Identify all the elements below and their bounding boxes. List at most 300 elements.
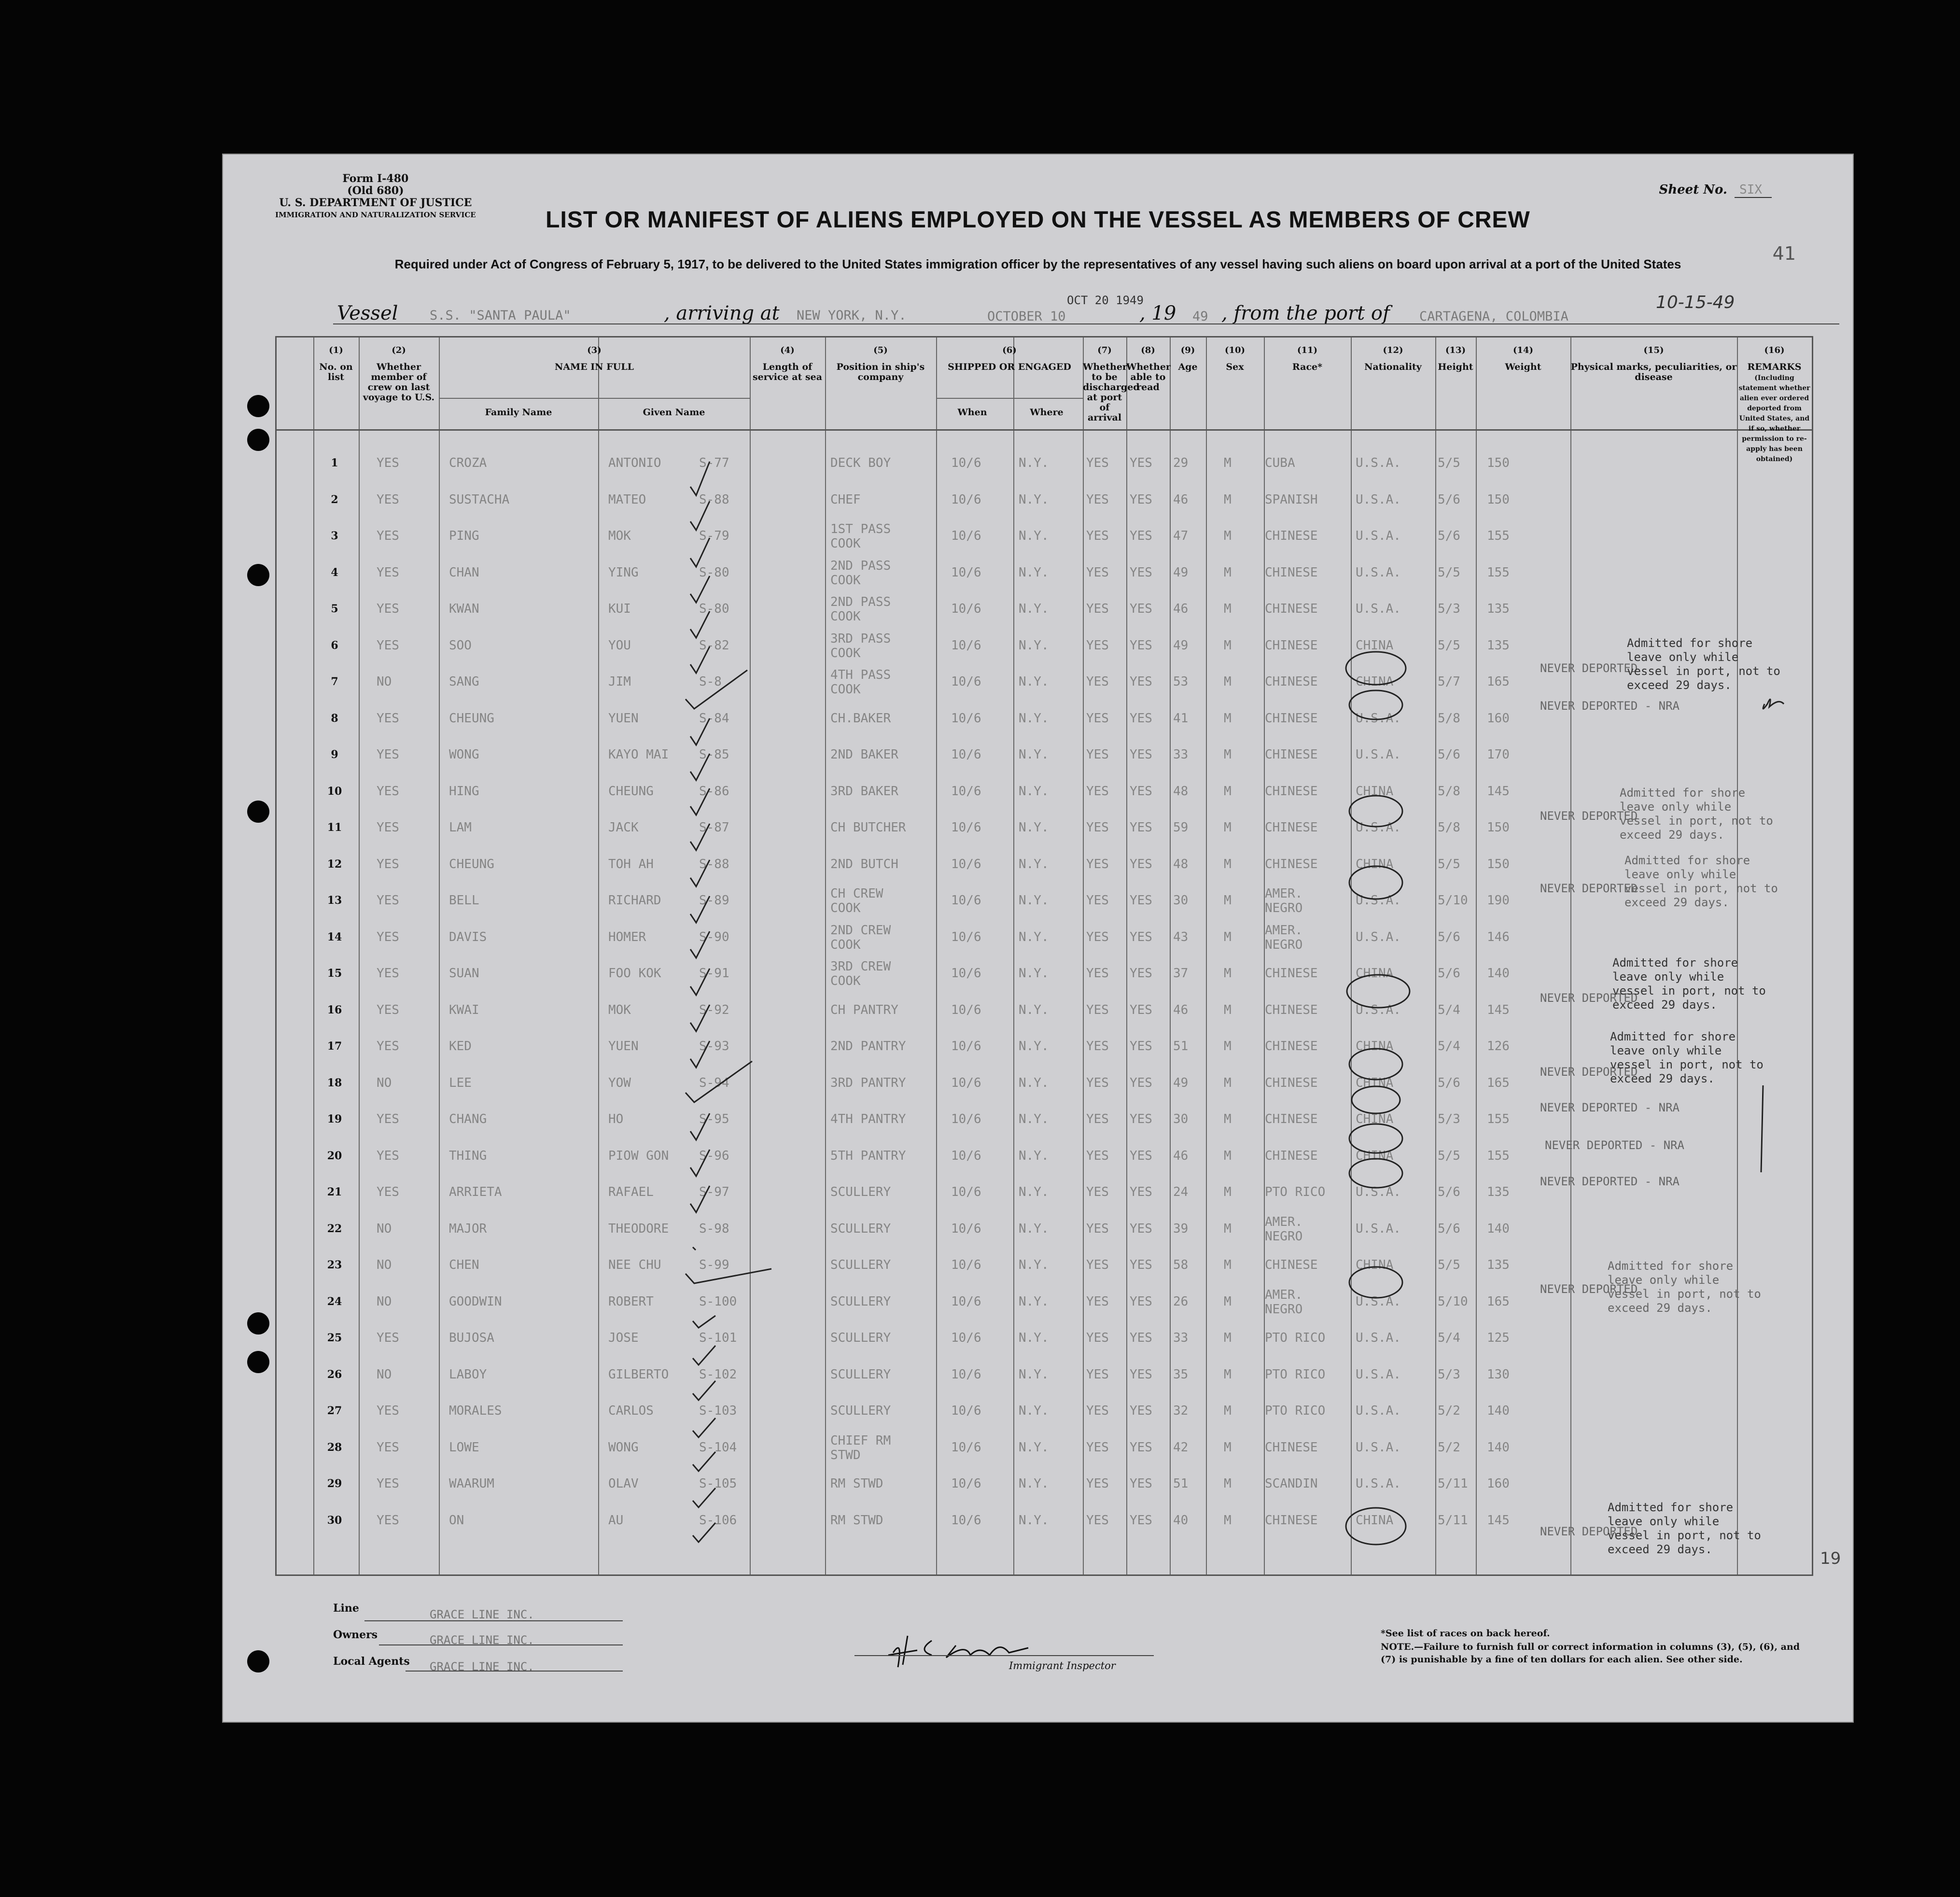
cell-weight: 150	[1487, 492, 1510, 507]
cell-given: YOW	[608, 1075, 631, 1090]
remark-row7: NEVER DEPORTED - NRA	[1540, 699, 1680, 713]
cell-where: N.Y.	[1019, 747, 1049, 762]
cell-pos: 2ND PASS COOK	[830, 595, 891, 624]
cell-nat: U.S.A.	[1356, 1367, 1401, 1382]
cell-no: 26	[327, 1368, 342, 1381]
cell-race: AMER. NEGRO	[1265, 1287, 1303, 1317]
cell-race: CHINESE	[1265, 1039, 1318, 1054]
cell-when: 10/6	[951, 1075, 981, 1090]
handwritten-page-number: 41	[1772, 243, 1796, 264]
cell-last: YES	[377, 1331, 399, 1345]
cell-disc: YES	[1086, 456, 1109, 470]
cell-where: N.Y.	[1019, 602, 1049, 616]
cell-no: 20	[327, 1149, 342, 1162]
cell-read: YES	[1130, 674, 1152, 689]
cell-weight: 126	[1487, 1039, 1510, 1054]
cell-disc: YES	[1086, 893, 1109, 908]
cell-read: YES	[1130, 1258, 1152, 1272]
cell-nat: CHINA	[1356, 1039, 1394, 1054]
header-col9: (9) Age	[1178, 345, 1198, 372]
cell-given: FOO KOK	[608, 966, 661, 981]
cell-last: YES	[377, 711, 399, 726]
cell-when: 10/6	[951, 1185, 981, 1199]
check-mark	[693, 1488, 715, 1507]
cell-race: CHINESE	[1265, 1112, 1318, 1126]
cell-age: 37	[1173, 966, 1189, 981]
owners-label: Owners	[333, 1629, 378, 1641]
cell-given: AU	[608, 1513, 624, 1528]
cell-no: 14	[327, 930, 342, 943]
cell-sex: M	[1224, 638, 1232, 653]
cell-disc: YES	[1086, 529, 1109, 543]
circle-mark	[1346, 652, 1406, 685]
check-mark	[690, 538, 710, 567]
page-mark: 19	[1820, 1549, 1841, 1568]
cell-weight: 135	[1487, 638, 1510, 653]
cell-sex: M	[1224, 1440, 1232, 1455]
shore-leave-note: Admitted for shore leave only while vessel in port, not to exceed 29 days.	[1627, 636, 1780, 692]
cell-when: 10/6	[951, 565, 981, 580]
cell-given: HO	[608, 1112, 624, 1126]
cell-read: YES	[1130, 747, 1152, 762]
cell-given: MATEO	[608, 492, 646, 507]
remark-row10: NEVER DEPORTED	[1540, 809, 1638, 823]
cell-when: 10/6	[951, 711, 981, 726]
header-col8: (8) Whether able to read	[1126, 345, 1171, 393]
cell-sex: M	[1224, 1221, 1232, 1236]
cell-when: 10/6	[951, 492, 981, 507]
cell-sex: M	[1224, 711, 1232, 726]
cell-last: YES	[377, 893, 399, 908]
cell-when: 10/6	[951, 1476, 981, 1491]
cell-ref: S-85	[699, 747, 729, 762]
remark-row18: NEVER DEPORTED - NRA	[1540, 1101, 1680, 1114]
cell-read: YES	[1130, 1513, 1152, 1528]
cell-read: YES	[1130, 1331, 1152, 1345]
cell-nat: CHINA	[1356, 1075, 1394, 1090]
cell-disc: YES	[1086, 565, 1109, 580]
cell-disc: YES	[1086, 1002, 1109, 1017]
check-mark	[690, 501, 710, 530]
cell-ref: S-92	[699, 1002, 729, 1017]
cell-age: 40	[1173, 1513, 1189, 1528]
cell-race: PTO RICO	[1265, 1367, 1326, 1382]
check-mark	[690, 1005, 710, 1031]
cell-height: 5/4	[1438, 1002, 1460, 1017]
circle-mark	[1349, 690, 1402, 719]
cell-family: LEE	[449, 1075, 472, 1090]
check-mark	[690, 931, 710, 958]
line-value: GRACE LINE INC.	[430, 1608, 534, 1621]
check-mark	[690, 462, 710, 495]
cell-race: CUBA	[1265, 456, 1295, 470]
header-col10: (10) Sex	[1224, 345, 1246, 372]
cell-family: BELL	[449, 893, 479, 908]
cell-disc: YES	[1086, 784, 1109, 799]
cell-sex: M	[1224, 1513, 1232, 1528]
check-mark	[690, 788, 710, 815]
cell-height: 5/7	[1438, 674, 1460, 689]
check-mark	[690, 1113, 710, 1140]
arrival-year: 49	[1192, 309, 1208, 324]
cell-height: 5/6	[1438, 492, 1460, 507]
cell-read: YES	[1130, 456, 1152, 470]
cell-weight: 140	[1487, 1221, 1510, 1236]
cell-when: 10/6	[951, 820, 981, 835]
cell-read: YES	[1130, 529, 1152, 543]
circle-mark	[1346, 1508, 1406, 1545]
check-mark	[693, 1452, 715, 1471]
cell-family: THING	[449, 1148, 487, 1163]
cell-age: 49	[1173, 638, 1189, 653]
cell-ref: S-100	[699, 1294, 737, 1309]
cell-pos: 2ND CREW COOK	[830, 923, 891, 952]
cell-height: 5/6	[1438, 1075, 1460, 1090]
department-name: U. S. DEPARTMENT OF JUSTICE	[279, 197, 472, 209]
cell-where: N.Y.	[1019, 1440, 1049, 1455]
cell-ref: S-84	[699, 711, 729, 726]
cell-given: RAFAEL	[608, 1185, 654, 1199]
header-where: Where	[1030, 407, 1064, 418]
cell-pos: CHIEF RM STWD	[830, 1433, 891, 1462]
cell-given: KAYO MAI	[608, 747, 669, 762]
cell-age: 42	[1173, 1440, 1189, 1455]
cell-height: 5/4	[1438, 1039, 1460, 1054]
cell-last: YES	[377, 602, 399, 616]
cell-height: 5/5	[1438, 565, 1460, 580]
cell-ref: S-79	[699, 529, 729, 543]
sheet-number-label: Sheet No.	[1659, 183, 1727, 197]
cell-last: YES	[377, 929, 399, 944]
cell-height: 5/6	[1438, 929, 1460, 944]
circle-mark	[1349, 866, 1402, 899]
cell-last: YES	[377, 565, 399, 580]
cell-nat: U.S.A.	[1356, 1002, 1401, 1017]
cell-disc: YES	[1086, 966, 1109, 981]
cell-ref: S-80	[699, 565, 729, 580]
cell-disc: YES	[1086, 638, 1109, 653]
cell-pos: DECK BOY	[830, 456, 891, 470]
cell-last: YES	[377, 1404, 399, 1418]
cell-pos: CH BUTCHER	[830, 820, 906, 835]
check-mark	[690, 860, 710, 886]
cell-weight: 165	[1487, 674, 1510, 689]
cell-sex: M	[1224, 747, 1232, 762]
cell-when: 10/6	[951, 1039, 981, 1054]
cell-race: CHINESE	[1265, 857, 1318, 871]
cell-read: YES	[1130, 1039, 1152, 1054]
cell-no: 18	[327, 1076, 342, 1089]
cell-age: 46	[1173, 602, 1189, 616]
cell-last: YES	[377, 1002, 399, 1017]
cell-last: YES	[377, 1039, 399, 1054]
cell-race: CHINESE	[1265, 747, 1318, 762]
check-mark	[690, 754, 710, 780]
cell-race: PTO RICO	[1265, 1331, 1326, 1345]
cell-race: CHINESE	[1265, 1002, 1318, 1017]
check-mark	[690, 896, 710, 923]
inspector-label: Immigrant Inspector	[1009, 1660, 1116, 1672]
cell-disc: YES	[1086, 747, 1109, 762]
cell-last: YES	[377, 1112, 399, 1126]
cell-family: LAM	[449, 820, 472, 835]
cell-read: YES	[1130, 929, 1152, 944]
check-mark	[690, 1186, 710, 1212]
cell-family: BUJOSA	[449, 1331, 494, 1345]
cell-pos: 2ND PANTRY	[830, 1039, 906, 1054]
cell-when: 10/6	[951, 966, 981, 981]
cell-disc: YES	[1086, 1440, 1109, 1455]
cell-sex: M	[1224, 820, 1232, 835]
cell-when: 10/6	[951, 747, 981, 762]
cell-ref: S-96	[699, 1148, 729, 1163]
cell-where: N.Y.	[1019, 1404, 1049, 1418]
cell-where: N.Y.	[1019, 857, 1049, 871]
cell-last: YES	[377, 820, 399, 835]
cell-race: CHINESE	[1265, 1258, 1318, 1272]
cell-sex: M	[1224, 565, 1232, 580]
cell-given: YUEN	[608, 711, 639, 726]
cell-when: 10/6	[951, 1294, 981, 1309]
cell-where: N.Y.	[1019, 1294, 1049, 1309]
cell-no: 9	[331, 748, 338, 761]
shore-leave-note: Admitted for shore leave only while vessel in port, not to exceed 29 days.	[1608, 1501, 1761, 1556]
remark-row6: NEVER DEPORTED	[1540, 661, 1638, 675]
remark-row30: NEVER DEPORTED	[1540, 1525, 1638, 1538]
cell-last: YES	[377, 857, 399, 871]
cell-sex: M	[1224, 1002, 1232, 1017]
cell-ref: S-103	[699, 1404, 737, 1418]
cell-where: N.Y.	[1019, 929, 1049, 944]
cell-age: 46	[1173, 1002, 1189, 1017]
cell-no: 17	[327, 1040, 342, 1053]
cell-ref: S-8	[699, 674, 722, 689]
check-mark	[690, 969, 710, 995]
shore-leave-note: Admitted for shore leave only while vessel in port, not to exceed 29 days.	[1624, 854, 1778, 909]
cell-family: CHEN	[449, 1258, 479, 1272]
cell-no: 21	[327, 1186, 342, 1198]
circle-mark	[1352, 1086, 1400, 1113]
cell-last: YES	[377, 1185, 399, 1199]
check-mark	[690, 576, 710, 603]
cell-age: 33	[1173, 1331, 1189, 1345]
cell-disc: YES	[1086, 1148, 1109, 1163]
cell-pos: 2ND BAKER	[830, 747, 898, 762]
cell-pos: 2ND PASS COOK	[830, 558, 891, 588]
cell-height: 5/11	[1438, 1476, 1468, 1491]
cell-read: YES	[1130, 857, 1152, 871]
cell-nat: U.S.A.	[1356, 492, 1401, 507]
cell-where: N.Y.	[1019, 638, 1049, 653]
cell-ref: S-80	[699, 602, 729, 616]
cell-disc: YES	[1086, 602, 1109, 616]
cell-ref: S-88	[699, 857, 729, 871]
cell-height: 5/3	[1438, 602, 1460, 616]
cell-weight: 135	[1487, 1258, 1510, 1272]
circle-mark	[1349, 1159, 1402, 1188]
header-col7: (7) Whether to be discharged at port of arrival	[1083, 345, 1140, 423]
cell-family: KWAN	[449, 602, 479, 616]
cell-age: 29	[1173, 456, 1189, 470]
remark-row15: NEVER DEPORTED	[1540, 991, 1638, 1005]
cell-disc: YES	[1086, 1185, 1109, 1199]
cell-no: 4	[331, 566, 338, 579]
cell-pos: RM STWD	[830, 1513, 883, 1528]
cell-ref: S-106	[699, 1513, 737, 1528]
cell-height: 5/6	[1438, 529, 1460, 543]
header-col5: (5) Position in ship's company	[836, 345, 925, 382]
check-mark	[693, 1418, 715, 1437]
cell-height: 5/10	[1438, 893, 1468, 908]
cell-where: N.Y.	[1019, 1185, 1049, 1199]
cell-race: CHINESE	[1265, 529, 1318, 543]
cell-given: JACK	[608, 820, 639, 835]
cell-no: 28	[327, 1441, 342, 1454]
cell-pos: CH PANTRY	[830, 1002, 898, 1017]
date-stamp: OCT 20 1949	[1067, 294, 1144, 307]
cell-last: YES	[377, 747, 399, 762]
circle-mark	[1349, 796, 1402, 827]
cell-ref: S-95	[699, 1112, 729, 1126]
header-col12: (12) Nationality	[1364, 345, 1422, 372]
cell-given: NEE CHU	[608, 1258, 661, 1272]
cell-race: PTO RICO	[1265, 1185, 1326, 1199]
cell-last: YES	[377, 492, 399, 507]
cell-family: KED	[449, 1039, 472, 1054]
cell-nat: CHINA	[1356, 1112, 1394, 1126]
cell-last: NO	[377, 1367, 392, 1382]
cell-height: 5/5	[1438, 1258, 1460, 1272]
cell-disc: YES	[1086, 1294, 1109, 1309]
cell-given: PIOW GON	[608, 1148, 669, 1163]
cell-race: CHINESE	[1265, 711, 1318, 726]
cell-ref: S-105	[699, 1476, 737, 1491]
cell-when: 10/6	[951, 674, 981, 689]
nationality-circles	[1346, 652, 1410, 1545]
cell-sex: M	[1224, 1331, 1232, 1345]
cell-weight: 146	[1487, 929, 1510, 944]
cell-family: SUAN	[449, 966, 479, 981]
cell-where: N.Y.	[1019, 1148, 1049, 1163]
cell-sex: M	[1224, 1404, 1232, 1418]
cell-age: 43	[1173, 929, 1189, 944]
cell-age: 58	[1173, 1258, 1189, 1272]
cell-when: 10/6	[951, 1112, 981, 1126]
cell-sex: M	[1224, 1185, 1232, 1199]
cell-when: 10/6	[951, 857, 981, 871]
cell-weight: 150	[1487, 456, 1510, 470]
cell-where: N.Y.	[1019, 1476, 1049, 1491]
check-mark	[686, 1269, 771, 1283]
cell-read: YES	[1130, 966, 1152, 981]
cell-height: 5/8	[1438, 784, 1460, 799]
cell-age: 46	[1173, 1148, 1189, 1163]
cell-read: YES	[1130, 602, 1152, 616]
handwritten-line	[1761, 1085, 1763, 1172]
cell-where: N.Y.	[1019, 1513, 1049, 1528]
cell-when: 10/6	[951, 893, 981, 908]
cell-where: N.Y.	[1019, 784, 1049, 799]
shore-leave-note: Admitted for shore leave only while vessel in port, not to exceed 29 days.	[1610, 1030, 1764, 1085]
check-mark	[690, 1041, 710, 1068]
cell-race: AMER. NEGRO	[1265, 886, 1303, 915]
cell-read: YES	[1130, 1440, 1152, 1455]
cell-where: N.Y.	[1019, 1075, 1049, 1090]
cell-pos: 1ST PASS COOK	[830, 522, 891, 551]
cell-race: AMER. NEGRO	[1265, 923, 1303, 952]
cell-height: 5/8	[1438, 711, 1460, 726]
cell-given: WONG	[608, 1440, 639, 1455]
cell-nat: U.S.A.	[1356, 1404, 1401, 1418]
cell-when: 10/6	[951, 929, 981, 944]
cell-nat: CHINA	[1356, 674, 1394, 689]
cell-age: 49	[1173, 1075, 1189, 1090]
cell-weight: 150	[1487, 857, 1510, 871]
cell-age: 24	[1173, 1185, 1189, 1199]
cell-ref: S-91	[699, 966, 729, 981]
manifest-footer	[275, 1583, 1810, 1708]
cell-when: 10/6	[951, 1404, 981, 1418]
cell-weight: 140	[1487, 1440, 1510, 1455]
check-mark	[693, 1316, 715, 1328]
cell-race: CHINESE	[1265, 1513, 1318, 1528]
cell-disc: YES	[1086, 857, 1109, 871]
cell-read: YES	[1130, 492, 1152, 507]
cell-no: 23	[327, 1259, 342, 1271]
cell-weight: 165	[1487, 1294, 1510, 1309]
cell-when: 10/6	[951, 1367, 981, 1382]
cell-pos: CHEF	[830, 492, 861, 507]
cell-pos: RM STWD	[830, 1476, 883, 1491]
cell-family: SUSTACHA	[449, 492, 510, 507]
cell-no: 10	[327, 785, 342, 798]
cell-family: CHAN	[449, 565, 479, 580]
cell-race: CHINESE	[1265, 674, 1318, 689]
cell-where: N.Y.	[1019, 456, 1049, 470]
line-label: Line	[333, 1602, 359, 1615]
header-col13: (13) Height	[1438, 345, 1473, 372]
remark-row12: NEVER DEPORTED	[1540, 882, 1638, 895]
cell-pos: SCULLERY	[830, 1185, 891, 1199]
cell-family: KWAI	[449, 1002, 479, 1017]
cell-height: 5/5	[1438, 456, 1460, 470]
cell-when: 10/6	[951, 1331, 981, 1345]
cell-age: 47	[1173, 529, 1189, 543]
cell-when: 10/6	[951, 1148, 981, 1163]
check-mark	[693, 1346, 715, 1365]
cell-nat: CHINA	[1356, 1258, 1394, 1272]
cell-height: 5/10	[1438, 1294, 1468, 1309]
cell-family: MORALES	[449, 1404, 502, 1418]
cell-family: LOWE	[449, 1440, 479, 1455]
cell-height: 5/5	[1438, 638, 1460, 653]
check-mark	[690, 824, 710, 850]
cell-height: 5/5	[1438, 1148, 1460, 1163]
cell-family: DAVIS	[449, 929, 487, 944]
arriving-label: , arriving at	[664, 302, 780, 324]
cell-disc: YES	[1086, 929, 1109, 944]
cell-disc: YES	[1086, 1221, 1109, 1236]
header-col4: (4) Length of service at sea	[752, 345, 823, 382]
check-mark	[690, 646, 710, 673]
cell-last: NO	[377, 1258, 392, 1272]
cell-read: YES	[1130, 1148, 1152, 1163]
cell-no: 8	[331, 712, 338, 725]
cell-age: 46	[1173, 492, 1189, 507]
cell-no: 29	[327, 1477, 342, 1490]
cell-weight: 190	[1487, 893, 1510, 908]
circle-mark	[1347, 975, 1410, 1008]
